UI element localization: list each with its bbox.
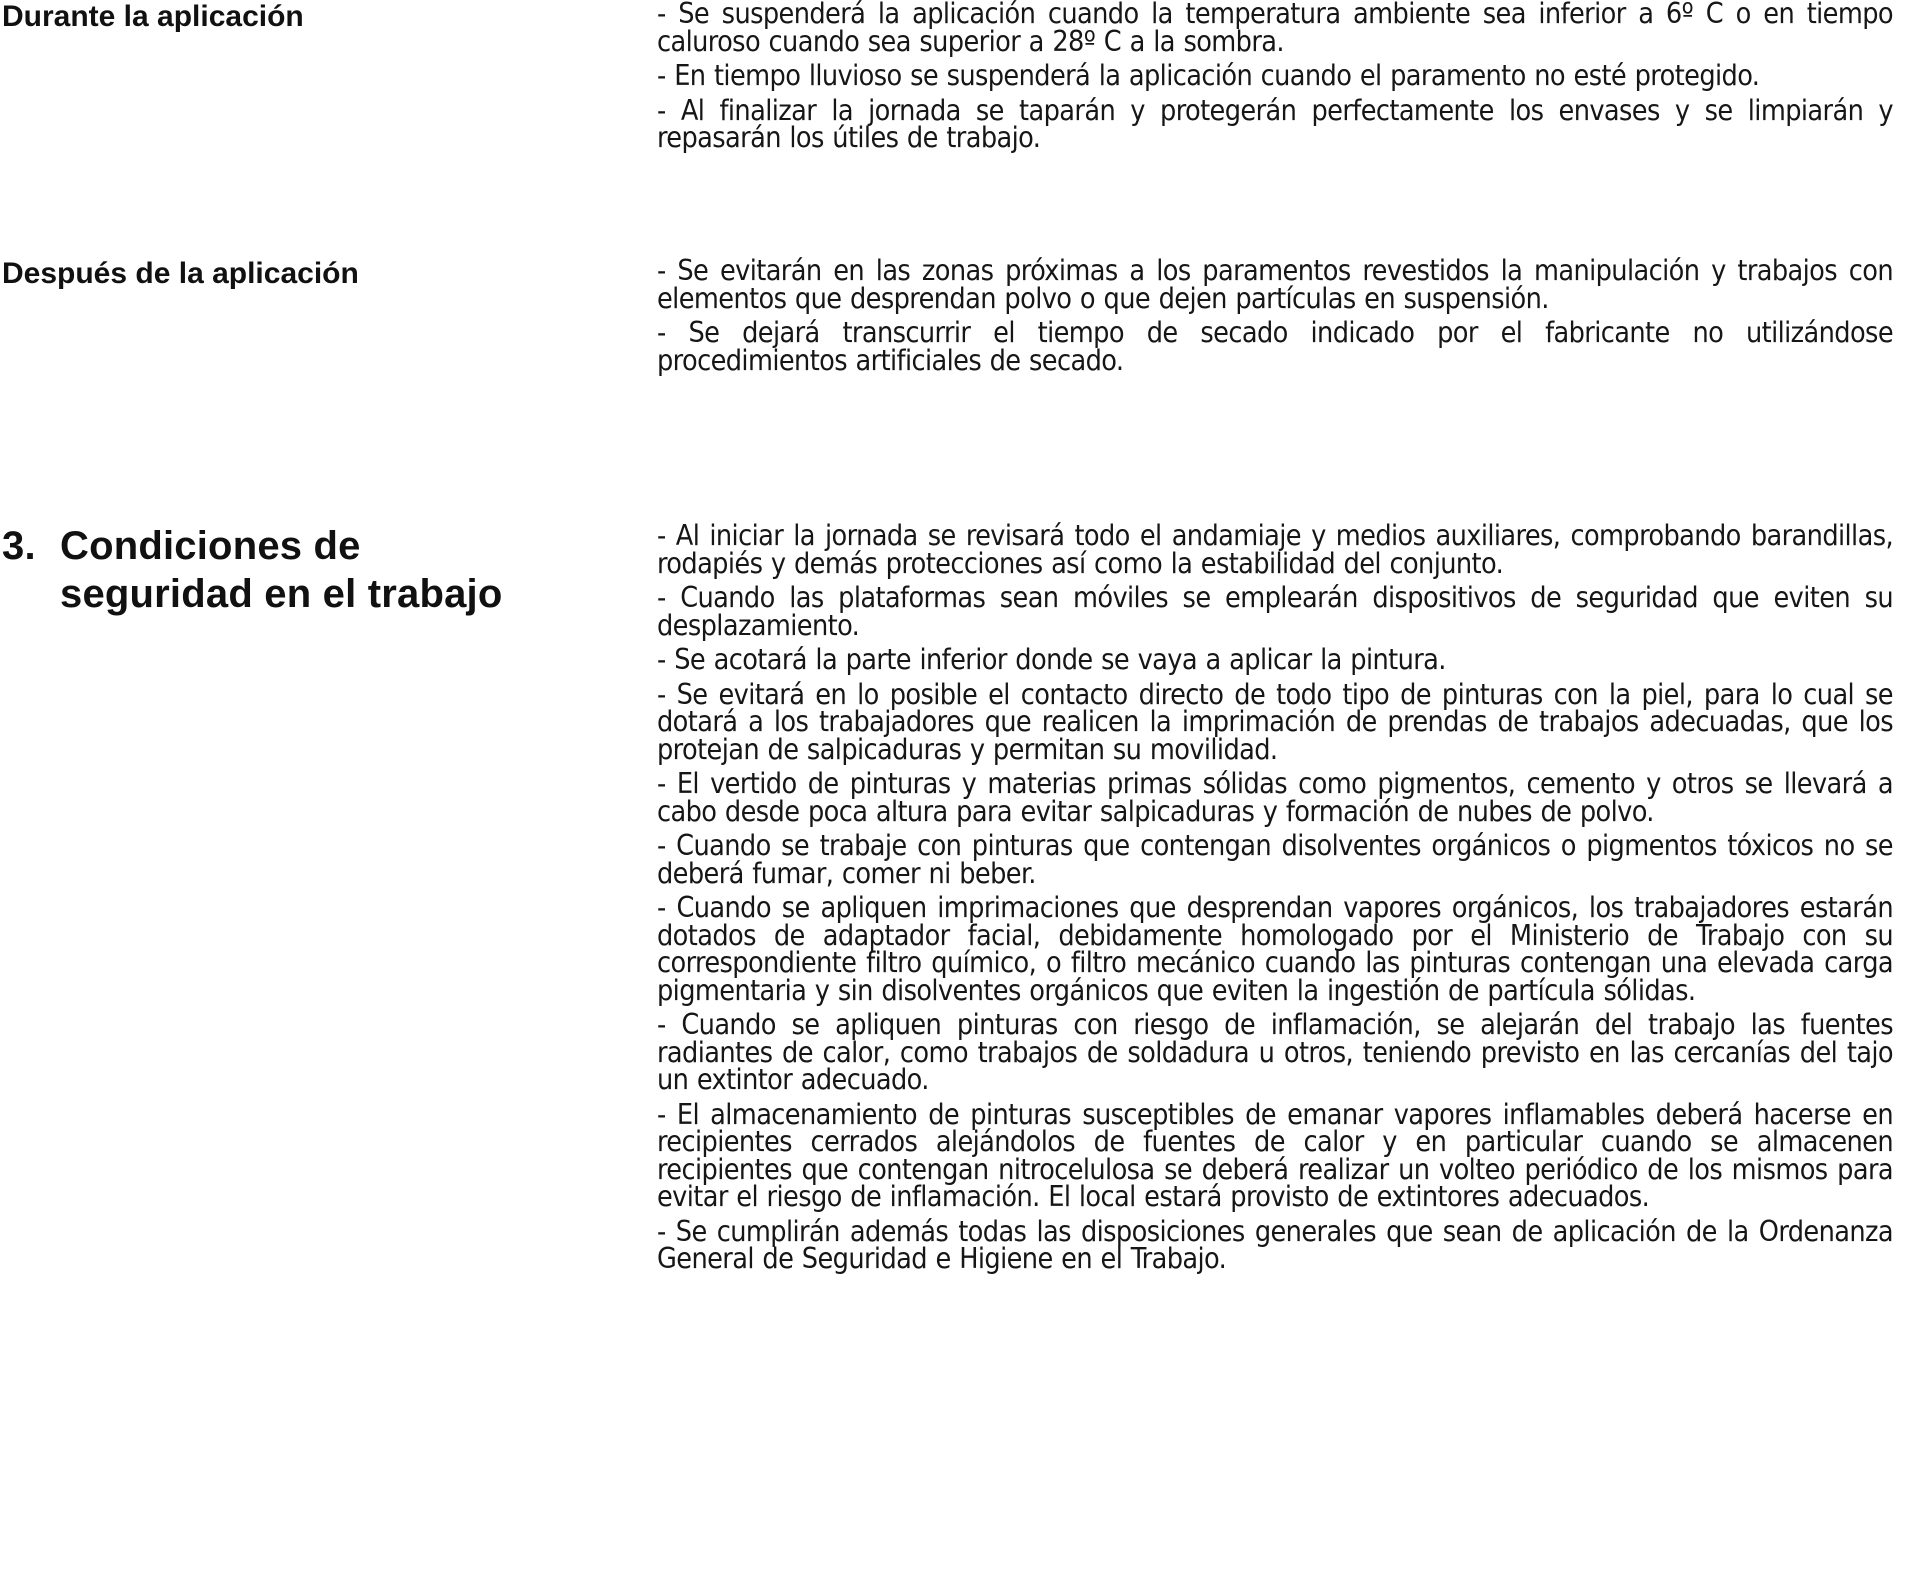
section-heading: Durante la aplicación [2,0,304,33]
section-heading-line2: seguridad en el trabajo [60,572,503,616]
section-body [657,519,1893,1280]
paragraph: - Cuando se apliquen pinturas con riesgo de inflamación, se alejarán del trabajo las fuentes radiantes de calor, como trabajos de soldadura u otros, teniendo previsto en las cercanías del tajo un extintor adecuado. [657,1008,1893,1096]
paragraph: - El almacenamiento de pinturas susceptibles de emanar vapores inflamables deberá hacerse en recipientes cerrados alejándolos de fuentes de calor y en particular cuando se almacenen recipientes que contengan nitrocelulosa se deberá realizar un volteo periódico de los mismos para evitar el riesgo de inflamación. El local estará provisto de extintores adecuados. [657,1097,1893,1213]
paragraph: - En tiempo lluvioso se suspenderá la aplicación cuando el paramento no esté protegido. [657,59,1760,92]
paragraph: - Se cumplirán además todas las disposiciones generales que sean de aplicación de la Ordenanza General de Seguridad e Higiene en el Trabajo. [657,1214,1893,1275]
paragraph: - Se dejará transcurrir el tiempo de secado indicado por el fabricante no utilizándose procedimientos artificiales de secado. [657,316,1893,377]
paragraph: - El vertido de pinturas y materias primas sólidas como pigmentos, cemento y otros se llevará a cabo desde poca altura para evitar salpicaduras y formación de nubes de polvo. [657,767,1893,828]
paragraph: - Se suspenderá la aplicación cuando la temperatura ambiente sea inferior a 6º C o en tiempo caluroso cuando sea superior a 28º C a la sombra. [657,0,1893,58]
section-heading-line1: Condiciones de [60,524,361,568]
paragraph: - Se evitará en lo posible el contacto directo de todo tipo de pinturas con la piel, para lo cual se dotará a los trabajadores que realicen la imprimación de prendas de trabajos adecuadas, que los protejan de salpicaduras y permitan su movilidad. [657,677,1893,766]
paragraph: - Se evitarán en las zonas próximas a los paramentos revestidos la manipulación y trabajos con elementos que desprendan polvo o que dejen partículas en suspensión. [657,254,1893,315]
section-body [657,0,1893,159]
paragraph: - Cuando las plataformas sean móviles se emplearán dispositivos de seguridad que eviten su desplazamiento. [657,581,1893,642]
section-heading: Después de la aplicación [2,257,359,290]
section-body [657,254,1893,381]
paragraph: - Al iniciar la jornada se revisará todo el andamiaje y medios auxiliares, comprobando barandillas, rodapiés y demás protecciones así como la estabilidad del conjunto. [657,519,1893,580]
section-heading-numbered [2,522,602,618]
paragraph: - Al finalizar la jornada se taparán y protegerán perfectamente los envases y se limpiarán y repasarán los útiles de trabajo. [657,93,1893,154]
paragraph: - Cuando se trabaje con pinturas que contengan disolventes orgánicos o pigmentos tóxicos no se deberá fumar, comer ni beber. [657,829,1893,890]
paragraph: - Cuando se apliquen imprimaciones que desprendan vapores orgánicos, los trabajadores estarán dotados de adaptador facial, debidamente homologado por el Ministerio de Trabajo con su correspondiente filtro químico, o filtro mecánico cuando las pinturas contengan una elevada carga pigmentaria y sin disolventes orgánicos que eviten la ingestión de partícula sólidas. [657,891,1893,1007]
section-number: 3. [2,524,36,568]
paragraph: - Se acotará la parte inferior donde se vaya a aplicar la pintura. [657,643,1446,676]
